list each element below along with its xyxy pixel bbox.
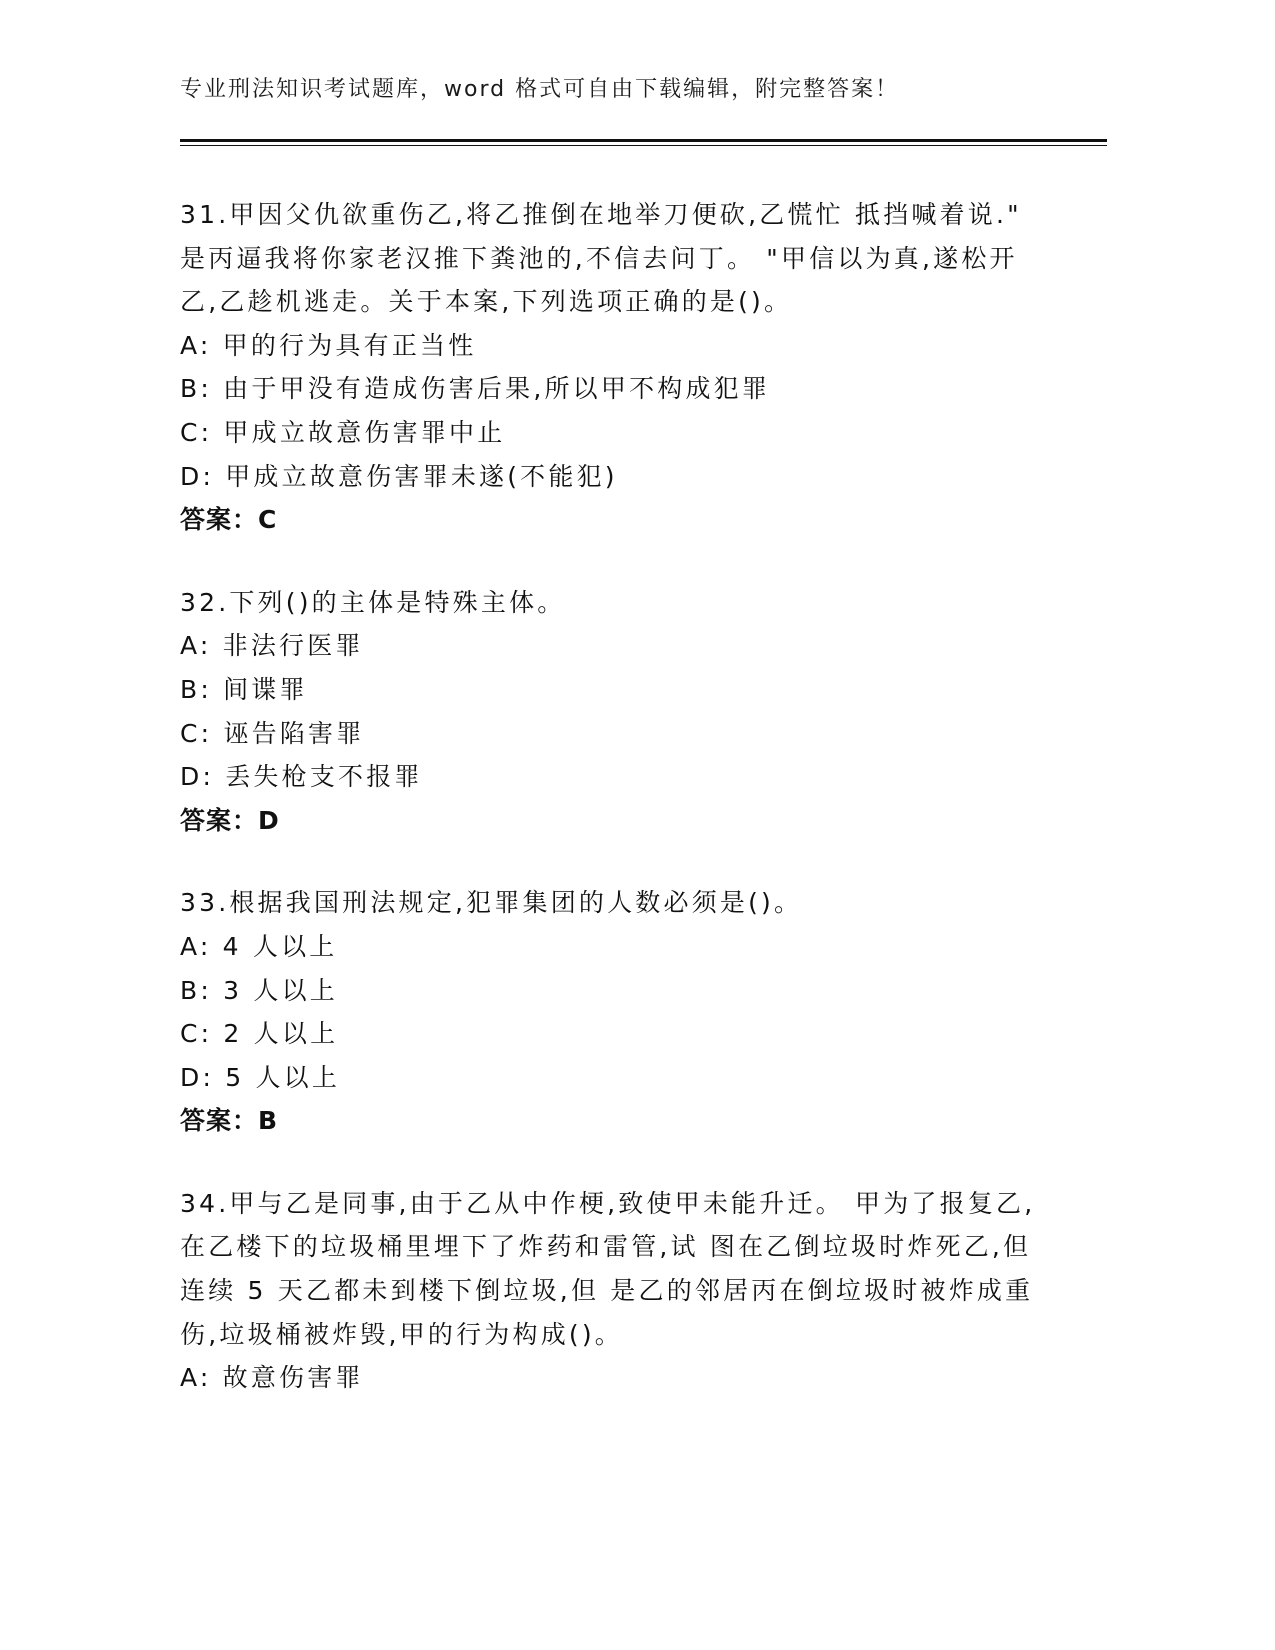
option-a: A: 甲的行为具有正当性 (180, 330, 477, 360)
answer-line: 答案：B (180, 1106, 279, 1136)
option-b: B: 3 人以上 (180, 975, 338, 1005)
option-d: D: 丢失枪支不报罪 (180, 762, 423, 792)
option-a: A: 故意伤害罪 (180, 1363, 364, 1393)
answer-line: 答案：D (180, 805, 280, 835)
question-stem-line: 33.根据我国刑法规定,犯罪集团的人数必须是()。 (180, 888, 803, 918)
question-stem-line: 连续 5 天乙都未到楼下倒垃圾,但 是乙的邻居丙在倒垃圾时被炸成重 (180, 1276, 1034, 1306)
option-a: A: 非法行医罪 (180, 631, 364, 661)
question-stem-line: 乙,乙趁机逃走。关于本案,下列选项正确的是()。 (180, 287, 793, 317)
header-rule-thick (180, 139, 1107, 142)
option-a: A: 4 人以上 (180, 931, 338, 961)
option-b: B: 间谍罪 (180, 674, 308, 704)
option-b: B: 由于甲没有造成伤害后果,所以甲不构成犯罪 (180, 374, 771, 404)
page-header: 专业刑法知识考试题库，word 格式可自由下载编辑，附完整答案！ (180, 77, 900, 102)
option-d: D: 甲成立故意伤害罪未遂(不能犯) (180, 461, 618, 491)
question-list (180, 193, 1060, 1439)
header-rule-thin (180, 145, 1107, 146)
question-stem-line: 是丙逼我将你家老汉推下粪池的,不信去问丁。 "甲信以为真,遂松开 (180, 243, 1018, 273)
option-c: C: 诬告陷害罪 (180, 718, 365, 748)
option-c: C: 2 人以上 (180, 1019, 339, 1049)
question-stem-line: 34.甲与乙是同事,由于乙从中作梗,致使甲未能升迁。 甲为了报复乙, (180, 1188, 1036, 1218)
answer-line: 答案：C (180, 505, 278, 535)
option-c: C: 甲成立故意伤害罪中止 (180, 417, 506, 447)
question-32 (180, 581, 1060, 843)
question-stem-line: 在乙楼下的垃圾桶里埋下了炸药和雷管,试 图在乙倒垃圾时炸死乙,但 (180, 1232, 1032, 1262)
question-stem-line: 32.下列()的主体是特殊主体。 (180, 587, 566, 617)
question-stem-line: 31.甲因父仇欲重伤乙,将乙推倒在地举刀便砍,乙慌忙 抵挡喊着说." (180, 200, 1022, 229)
option-d: D: 5 人以上 (180, 1062, 341, 1092)
question-33 (180, 881, 1060, 1143)
question-stem-line: 伤,垃圾桶被炸毁,甲的行为构成()。 (180, 1319, 624, 1349)
question-34 (180, 1182, 1060, 1400)
question-31 (180, 193, 1060, 542)
